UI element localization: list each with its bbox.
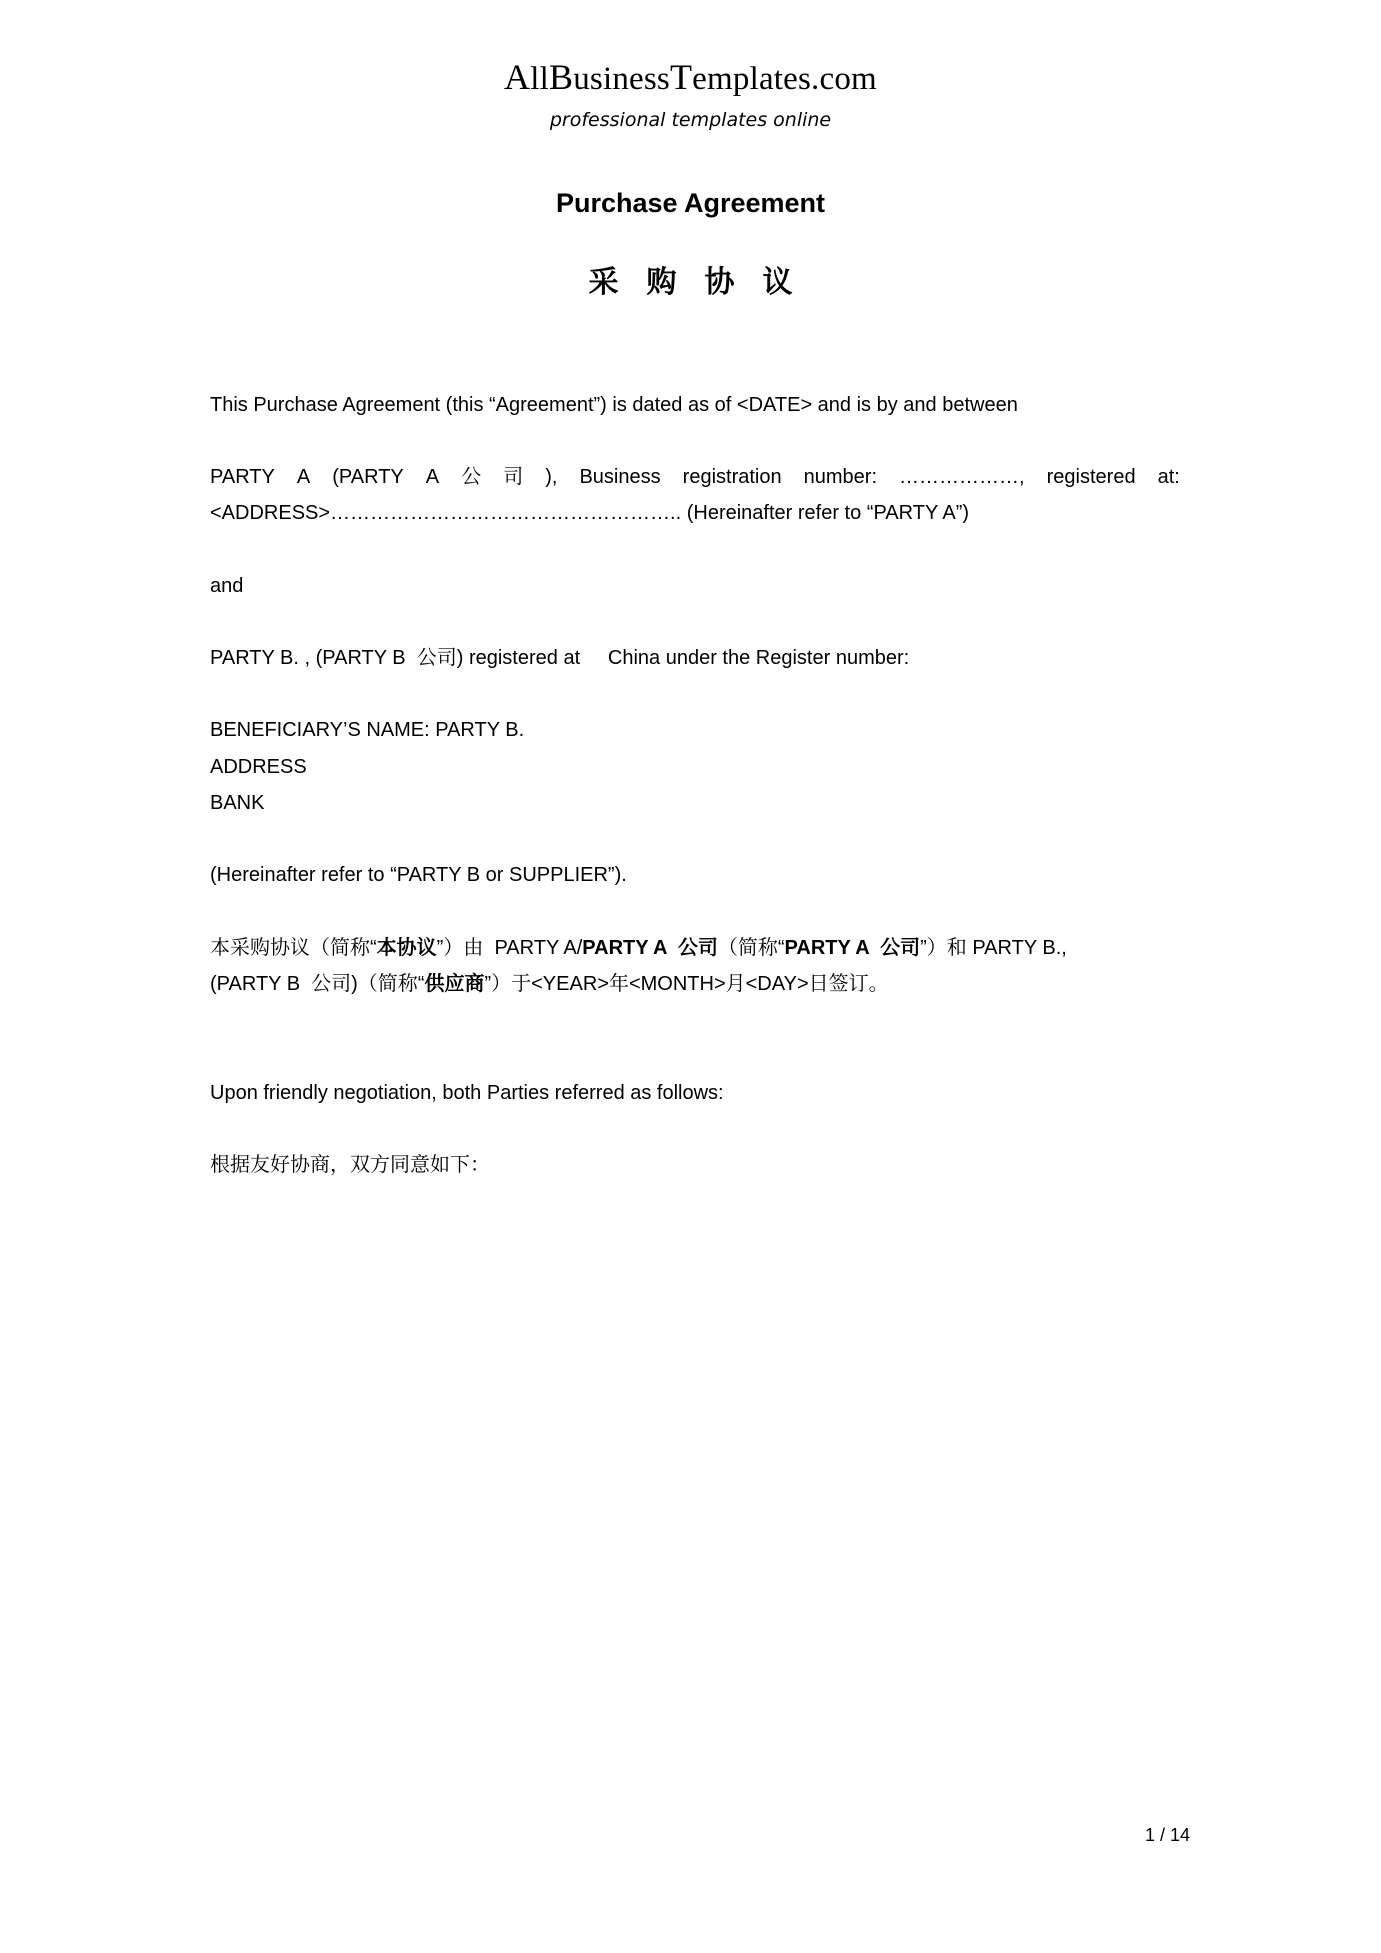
document-title: Purchase Agreement bbox=[555, 188, 826, 218]
page-number: 1 / 14 bbox=[1144, 1825, 1190, 1845]
document-title-chinese: 采购协议 bbox=[588, 265, 821, 300]
beneficiary-name: BENEFICIARY’S NAME: PARTY B. bbox=[210, 719, 525, 741]
and-text: and bbox=[210, 575, 244, 597]
brand-tagline: professional templates online bbox=[549, 109, 832, 131]
beneficiary-address: ADDRESS bbox=[210, 756, 307, 778]
intro-paragraph: This Purchase Agreement (this “Agreement”) is dated as of <DATE> and is by and between bbox=[210, 394, 1018, 416]
negotiation-paragraph: Upon friendly negotiation, both Parties referred as follows: bbox=[210, 1082, 724, 1104]
brand-logo-text: AllBusinessTemplates.com bbox=[504, 57, 877, 97]
beneficiary-bank: BANK bbox=[210, 792, 265, 814]
party-a-line-1: PARTY A (PARTY A 公 司 ), Business registration number: ………………, registered at: bbox=[210, 466, 1180, 488]
negotiation-paragraph-chinese: 根据友好协商，双方同意如下： bbox=[210, 1154, 490, 1176]
party-b-paragraph: PARTY B. , (PARTY B 公司) registered at China under the Register number: bbox=[210, 647, 910, 669]
party-a-line-2: <ADDRESS>…………………………………………….. (Hereinafter refer to “PARTY A”) bbox=[210, 502, 970, 524]
chinese-intro-line-1: 本采购协议（简称“本协议”）由 PARTY A/PARTY A 公司（简称“PARTY A 公司”）和 PARTY B., bbox=[210, 937, 1067, 959]
party-b-reference: (Hereinafter refer to “PARTY B or SUPPLIER”). bbox=[210, 864, 627, 886]
chinese-intro-line-2: (PARTY B 公司)（简称“供应商”）于<YEAR>年<MONTH>月<DAY>日签订。 bbox=[210, 973, 889, 995]
